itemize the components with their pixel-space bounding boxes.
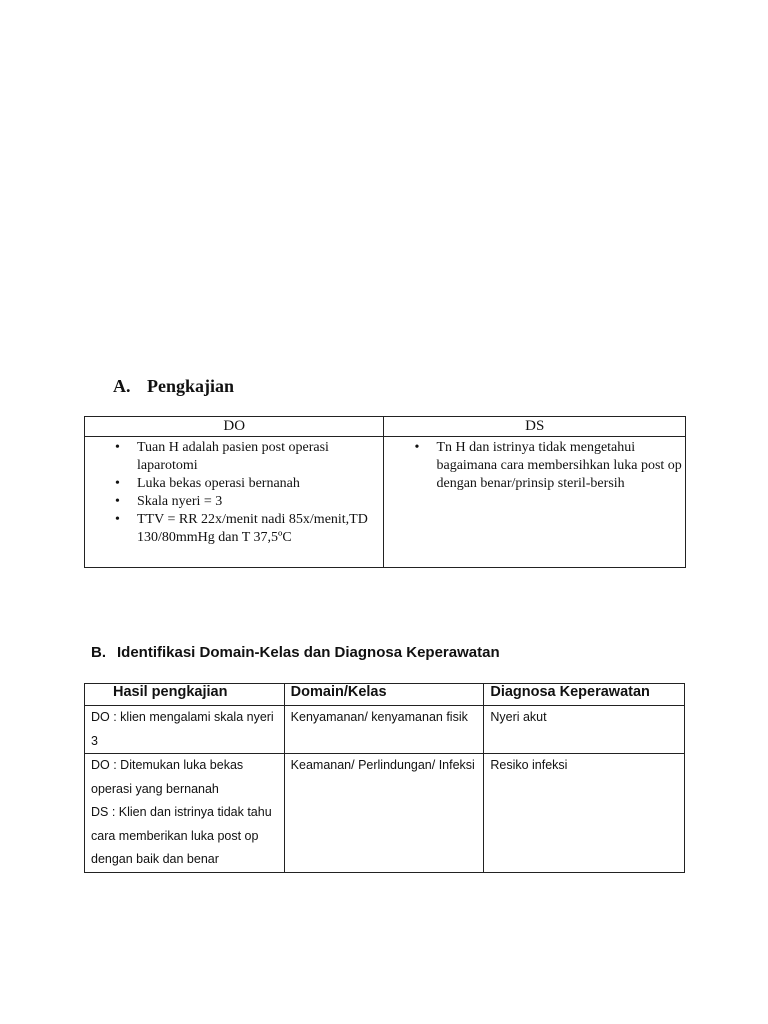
- table-row: [85, 706, 685, 754]
- header-do: DO: [85, 417, 384, 437]
- domain-cell: Keamanan/ Perlindungan/ Infeksi: [284, 754, 484, 873]
- section-a-heading: [113, 376, 234, 397]
- hasil-text: DO : Ditemukan luka bekas operasi yang bernanah: [91, 758, 244, 796]
- header-ds: DS: [384, 417, 686, 437]
- header-diagnosa: Diagnosa Keperawatan: [484, 684, 685, 706]
- do-cell: [85, 437, 384, 568]
- section-b-title: Identifikasi Domain-Kelas dan Diagnosa Keperawatan: [117, 644, 500, 661]
- do-item: • Tuan H adalah pasien post operasi laparotomi: [137, 439, 383, 475]
- section-a-letter: A.: [113, 376, 131, 396]
- diagnosa-cell: Nyeri akut: [484, 706, 685, 754]
- assessment-body-row: [85, 437, 686, 568]
- section-a-title: Pengkajian: [147, 376, 235, 396]
- assessment-table: [84, 416, 686, 568]
- hasil-cell: [85, 706, 285, 754]
- assessment-header-row: [85, 417, 686, 437]
- diagnosa-cell: Resiko infeksi: [484, 754, 685, 873]
- domain-cell: Kenyamanan/ kenyamanan fisik: [284, 706, 484, 754]
- do-item: • Skala nyeri = 3: [137, 493, 383, 511]
- do-item: • TTV = RR 22x/menit nadi 85x/menit,TD 130/80mmHg dan T 37,5ºC: [137, 511, 383, 547]
- diagnosis-header-row: [85, 684, 685, 706]
- header-hasil-pengkajian: Hasil pengkajian: [85, 684, 285, 706]
- header-domain-kelas: Domain/Kelas: [284, 684, 484, 706]
- section-b-letter: B.: [91, 644, 106, 661]
- hasil-text: DO : klien mengalami skala nyeri 3: [91, 710, 274, 748]
- hasil-text: DS : Klien dan istrinya tidak tahu cara memberikan luka post op dengan baik dan benar: [91, 805, 272, 866]
- table-row: [85, 754, 685, 873]
- do-list: [85, 439, 383, 547]
- hasil-cell: [85, 754, 285, 873]
- diagnosis-table: [84, 683, 685, 873]
- ds-cell: [384, 437, 686, 568]
- do-item: • Luka bekas operasi bernanah: [137, 475, 383, 493]
- ds-item: • Tn H dan istrinya tidak mengetahui bagaimana cara membersihkan luka post op dengan benar/prinsip steril-bersih: [436, 439, 685, 493]
- ds-list: [384, 439, 685, 493]
- section-b-heading: [91, 644, 500, 661]
